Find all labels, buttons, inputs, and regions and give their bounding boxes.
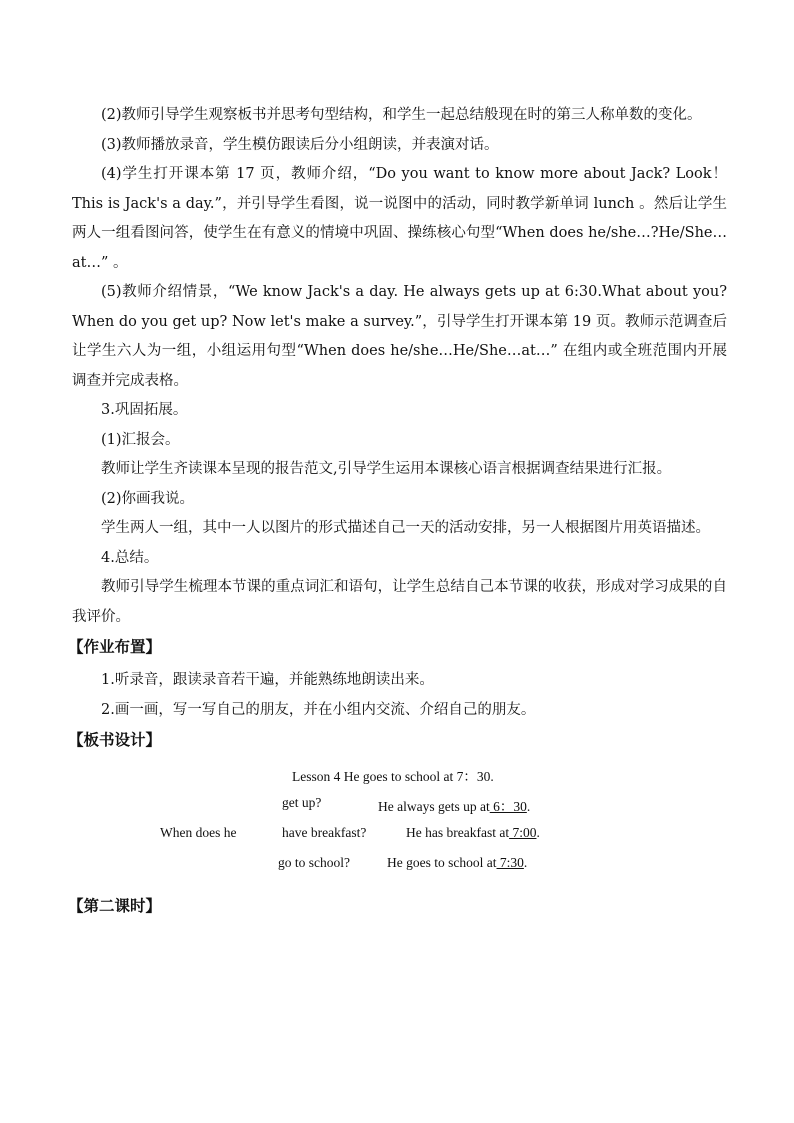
section-summary: 4.总结。 (101, 549, 159, 566)
board-design-heading: 【板书设计】 (68, 730, 162, 749)
board-question-school: go to school? (278, 855, 350, 870)
section-consolidate: 3.巩固拓展。 (101, 402, 188, 418)
subsection-report: (1)汇报会。 (101, 431, 180, 448)
document-body (68, 101, 727, 921)
homework-item-2: 2.画一画，写一写自己的朋友，并在小组内交流、介绍自己的朋友。 (101, 701, 536, 718)
paragraph-step-3: (3)教师播放录音，学生模仿跟读后分小组朗读，并表演对话。 (101, 136, 499, 153)
homework-heading: 【作业布置】 (68, 637, 162, 656)
board-title: Lesson 4 He goes to school at 7：30. (292, 769, 494, 784)
answer-text: He always gets up at (378, 799, 490, 814)
board-question-get-up: get up? (282, 795, 322, 810)
paragraph-step-2: (2)教师引导学生观察板书并思考句型结构，和学生一起总结般现在时的第三人称单数的变化。 (101, 107, 702, 123)
second-lesson-heading: 【第二课时】 (68, 896, 162, 915)
board-when-does-he: When does he (160, 825, 237, 840)
draw-say-text: 学生两人一组，其中一人以图片的形式描述自己一天的活动安排，另一人根据图片用英语描述。 (101, 520, 710, 536)
answer-text: He goes to school at (387, 855, 497, 870)
homework-item-1: 1.听录音，跟读录音若干遍，并能熟练地朗读出来。 (101, 672, 434, 688)
board-question-breakfast: have breakfast? (282, 825, 367, 840)
board-answer-school (387, 855, 527, 871)
answer-period: . (536, 825, 540, 840)
paragraph-step-4: (4)学生打开课本第 17 页，教师介绍，“Do you want to know more about Jack? Look！ This is Jack's a day.”，并引导学生看图，说一说图中的活动，同时教学新单词 lunch 。然后让学生两人一组看图问答，使学生在有意义的情境中巩固、操练核心句型“When does he/she…?He/She…at…” 。 (72, 166, 727, 271)
board-answer-get-up (378, 795, 530, 815)
board-design (72, 757, 727, 870)
answer-time: 6：30 (489, 799, 527, 814)
answer-time: 7:00 (509, 825, 537, 840)
answer-time: 7:30 (496, 855, 524, 870)
summary-text: 教师引导学生梳理本节课的重点词汇和语句，让学生总结自己本节课的收获，形成对学习成果的自我评价。 (72, 579, 727, 625)
report-text: 教师让学生齐读课本呈现的报告范文,引导学生运用本课核心语言根据调查结果进行汇报。 (101, 461, 672, 477)
answer-period: . (526, 799, 531, 814)
answer-text: He has breakfast at (406, 825, 510, 840)
answer-period: . (523, 855, 528, 870)
subsection-draw-say: (2)你画我说。 (101, 490, 195, 507)
board-answer-breakfast (406, 825, 540, 841)
paragraph-step-5: (5)教师介绍情景，“We know Jack's a day. He always gets up at 6:30.What about you? When do you get up? Now let's make a survey.”，引导学生打开课本第 19 页。教师示范调查后让学生六人为一组，小组运用句型“When does he/she…He/She…at…” 在组内或全班范围内开展调查并完成表格。 (72, 284, 727, 389)
